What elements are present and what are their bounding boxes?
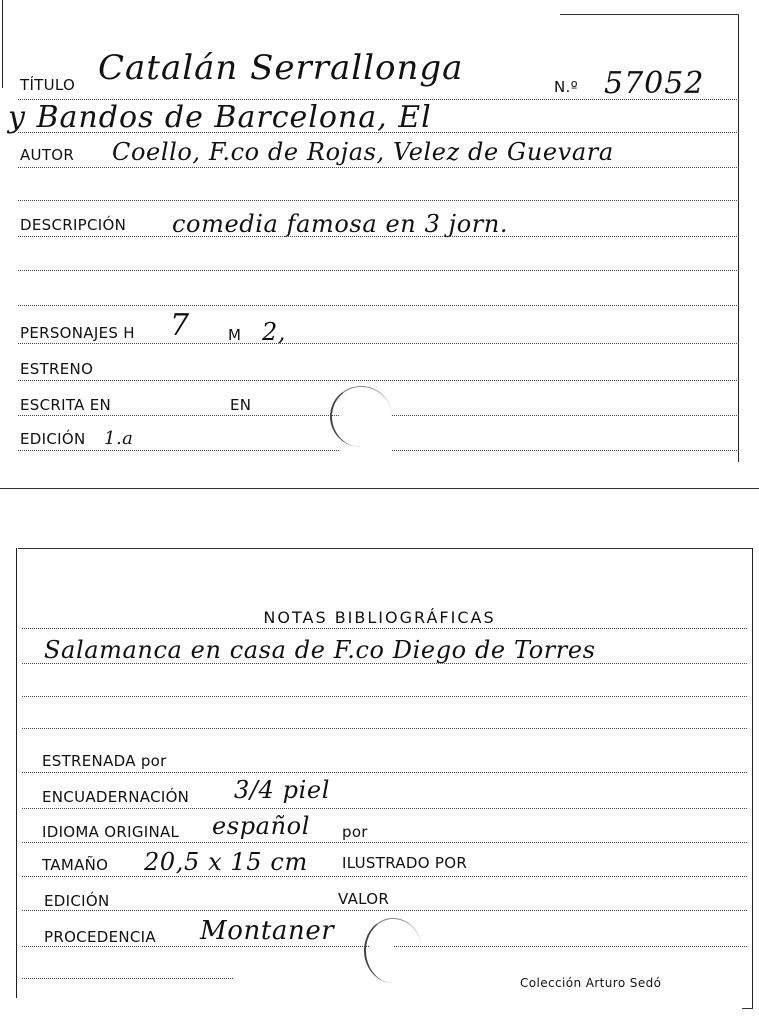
rule-procedencia-left: [22, 946, 369, 947]
rule-edicion-left: [18, 450, 339, 451]
rule-autor: [18, 167, 739, 168]
punch-hole: [364, 918, 422, 983]
encuadernacion-value: 3/4 piel: [234, 776, 330, 804]
edicion-label: EDICIÓN: [44, 892, 110, 910]
rule-blank-1: [18, 200, 739, 201]
ilustrado-label: ILUSTRADO POR: [342, 854, 468, 872]
idioma-label: IDIOMA ORIGINAL: [42, 823, 180, 841]
rule-edicion: [22, 910, 747, 911]
card-edge-left: [2, 0, 3, 88]
rule-estrenada: [22, 772, 747, 773]
valor-label: VALOR: [338, 890, 390, 908]
en-label: EN: [230, 396, 252, 414]
catalog-card-back: [0, 540, 759, 1028]
rule-escrita-left: [18, 415, 339, 416]
escrita-en-label: ESCRITA EN: [20, 396, 112, 414]
rule-blank-2: [22, 728, 747, 729]
rule-estreno: [18, 380, 739, 381]
rule-descripcion: [18, 236, 739, 237]
rule-heading: [22, 628, 747, 629]
punch-hole: [330, 386, 392, 447]
encuadernacion-label: ENCUADERNACIÓN: [42, 788, 190, 806]
rule-personajes: [18, 343, 739, 344]
card-edge-bottom: [0, 488, 759, 489]
rule-titulo-2: [18, 132, 739, 133]
edicion-label: EDICIÓN: [20, 430, 86, 448]
rule-blank-2: [18, 270, 739, 271]
titulo-value-continued: y Bandos de Barcelona, El: [8, 100, 432, 135]
autor-value: Coello, F.co de Rojas, Velez de Guevara: [112, 138, 614, 166]
estrenada-label: ESTRENADA por: [42, 752, 167, 770]
rule-tamano: [22, 876, 747, 877]
idioma-value: español: [212, 812, 310, 840]
titulo-value: Catalán Serrallonga: [98, 48, 464, 88]
tamano-value: 20,5 x 15 cm: [144, 848, 308, 876]
rule-procedencia-right: [394, 946, 747, 947]
card-corner-mark: [742, 1008, 753, 1009]
rule-escrita-right: [392, 415, 739, 416]
rule-blank-1: [22, 696, 747, 697]
titulo-label: TÍTULO: [20, 76, 76, 94]
collection-credit: Colección Arturo Sedó: [520, 976, 662, 990]
estreno-label: ESTRENO: [20, 360, 94, 378]
personajes-m-label: M: [228, 326, 242, 344]
rule-edicion-right: [392, 450, 739, 451]
card-edge-right: [738, 14, 739, 462]
edicion-value: 1.a: [104, 428, 134, 449]
rule-encuadernacion: [22, 808, 747, 809]
rule-idioma: [22, 842, 747, 843]
rule-blank-3: [18, 305, 739, 306]
numero-label: N.º: [554, 78, 578, 96]
card-edge-top: [560, 14, 739, 15]
card-edge-top: [18, 548, 753, 549]
procedencia-value: Montaner: [200, 916, 335, 946]
rule-footer: [22, 978, 233, 979]
descripcion-value: comedia famosa en 3 jorn.: [172, 210, 509, 238]
notas-heading: NOTAS BIBLIOGRÁFICAS: [263, 608, 496, 627]
procedencia-label: PROCEDENCIA: [44, 928, 156, 946]
descripcion-label: DESCRIPCIÓN: [20, 216, 127, 234]
personajes-m-value: 2,: [262, 318, 287, 346]
autor-label: AUTOR: [20, 146, 75, 164]
notas-value: Salamanca en casa de F.co Diego de Torres: [44, 636, 596, 664]
tamano-label: TAMAÑO: [42, 856, 109, 874]
personajes-label: PERSONAJES H: [20, 324, 135, 342]
idioma-por-label: por: [342, 823, 368, 841]
numero-value: 57052: [604, 66, 705, 101]
catalog-card-front: [0, 0, 759, 500]
rule-notas: [22, 663, 747, 664]
personajes-h-value: 7: [170, 308, 190, 343]
